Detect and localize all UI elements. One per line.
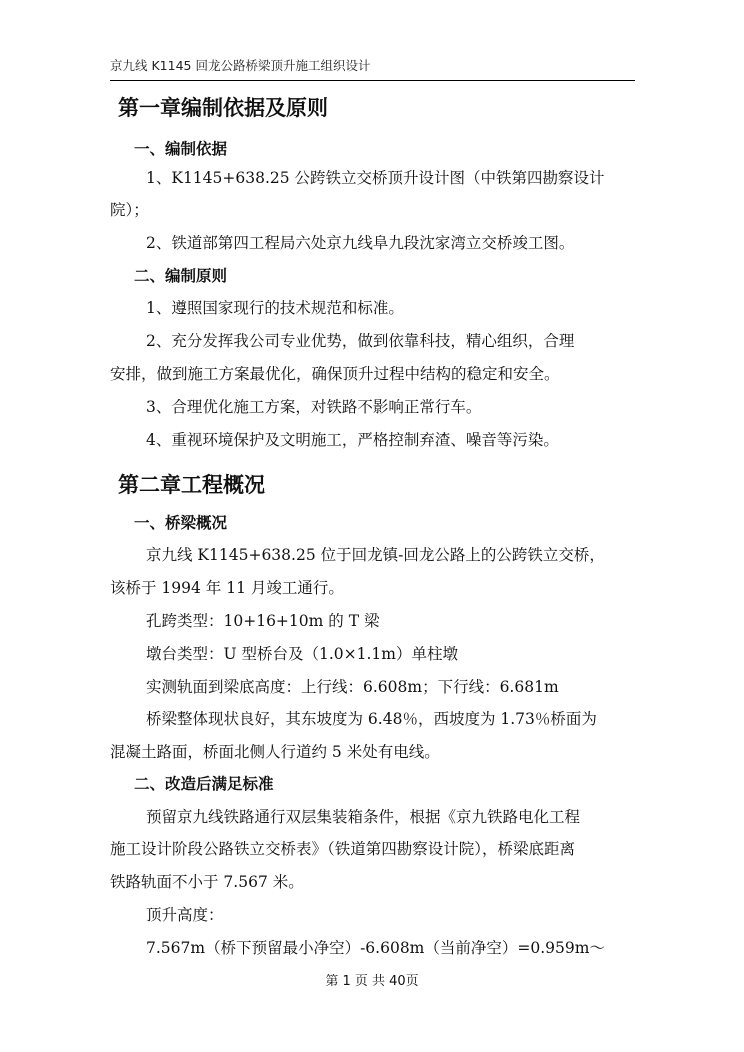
standard-para-line-1: 预留京九线铁路通行双层集装箱条件，根据《京九铁路电化工程 — [146, 808, 581, 826]
section-principles-title: 二、编制原则 — [134, 267, 228, 285]
page-header: 京九线 K1145 回龙公路桥梁顶升施工组织设计 — [110, 56, 635, 81]
basis-item-1-line-1: 1、K1145+638.25 公跨铁立交桥顶升设计图（中铁第四勘察设计 — [146, 169, 605, 187]
overview-para-2-line-2: 混凝土路面，桥面北侧人行道约 5 米处有电线。 — [110, 743, 440, 761]
principle-item-1: 1、遵照国家现行的技术规范和标准。 — [146, 299, 404, 317]
chapter-1-title: 第一章编制依据及原则 — [118, 96, 328, 120]
standard-para-line-3: 铁路轨面不小于 7.567 米。 — [110, 873, 304, 891]
overview-para-1-line-2: 该桥于 1994 年 11 月竣工通行。 — [110, 579, 344, 597]
section-basis-title: 一、编制依据 — [134, 140, 228, 158]
overview-para-2-line-1: 桥梁整体现状良好，其东坡度为 6.48％，西坡度为 1.73％桥面为 — [146, 710, 597, 728]
principle-item-2-line-1: 2、充分发挥我公司专业优势，做到依靠科技，精心组织，合理 — [146, 332, 575, 350]
principle-item-3: 3、合理优化施工方案，对铁路不影响正常行车。 — [146, 398, 482, 416]
standard-para-line-2: 施工设计阶段公路铁立交桥表》（铁道第四勘察设计院），桥梁底距离 — [110, 840, 576, 858]
page-footer: 第 1 页 共 40页 — [325, 974, 419, 989]
pier-type: 墩台类型：U 型桥台及（1.0×1.1m）单柱墩 — [146, 645, 458, 663]
principle-item-4: 4、重视环境保护及文明施工，严格控制弃渣、噪音等污染。 — [146, 431, 559, 449]
lift-height-calc: 7.567m（桥下预留最小净空）-6.608m（当前净空）=0.959m～ — [146, 939, 605, 957]
lift-height-label: 顶升高度： — [146, 906, 224, 924]
section-standard-title: 二、改造后满足标准 — [134, 775, 274, 793]
basis-item-2: 2、铁道部第四工程局六处京九线阜九段沈家湾立交桥竣工图。 — [146, 234, 575, 252]
principle-item-2-line-2: 安排，做到施工方案最优化，确保顶升过程中结构的稳定和安全。 — [110, 365, 560, 383]
measured-clearance: 实测轨面到梁底高度：上行线：6.608m；下行线：6.681m — [146, 678, 559, 696]
overview-para-1-line-1: 京九线 K1145+638.25 位于回龙镇-回龙公路上的公跨铁立交桥， — [146, 546, 605, 564]
basis-item-1-line-2: 院）； — [110, 201, 149, 219]
chapter-2-title: 第二章工程概况 — [118, 473, 265, 497]
span-type: 孔跨类型：10+16+10m 的 T 梁 — [146, 612, 380, 630]
section-bridge-overview-title: 一、桥梁概况 — [134, 514, 228, 532]
